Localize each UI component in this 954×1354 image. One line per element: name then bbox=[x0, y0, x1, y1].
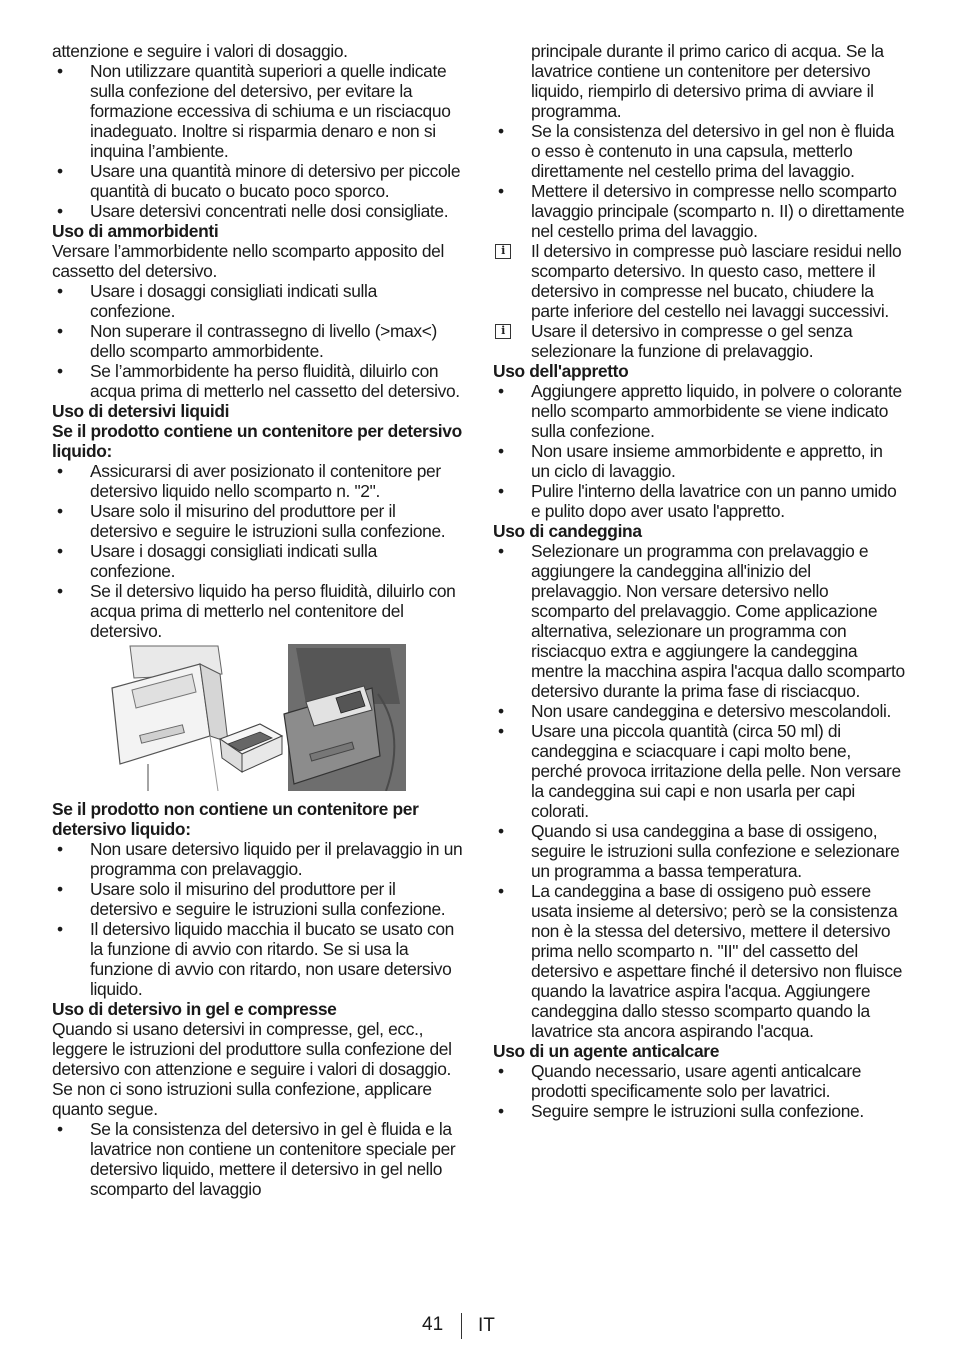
bullet: • bbox=[57, 879, 63, 899]
list-item bbox=[493, 881, 905, 1041]
list-item bbox=[493, 181, 905, 241]
section-subheading: Se il prodotto non contiene un contenitore per detersivo liquido: bbox=[52, 799, 419, 839]
bullet: • bbox=[57, 1119, 63, 1139]
bullet: • bbox=[57, 201, 63, 221]
bullet: • bbox=[57, 461, 63, 481]
list-item bbox=[493, 701, 905, 721]
page-number: 41 bbox=[422, 1314, 444, 1335]
list-item-text: Usare i dosaggi consigliati indicati sulla confezione. bbox=[90, 281, 377, 321]
info-note bbox=[493, 321, 905, 361]
list-item-text: Se la consistenza del detersivo in gel non è fluida o esso è contenuto in una capsula, metterlo direttamente nel cestello prima del lavaggio. bbox=[531, 121, 895, 181]
list-item-text: Seguire sempre le istruzioni sulla confezione. bbox=[531, 1101, 864, 1121]
list-item bbox=[493, 1061, 905, 1101]
list-item bbox=[52, 201, 464, 221]
page-footer bbox=[0, 1313, 954, 1339]
bullet: • bbox=[57, 501, 63, 521]
bullet: • bbox=[57, 281, 63, 301]
list-item-text: Non superare il contrassegno di livello (>max<) dello scomparto ammorbidente. bbox=[90, 321, 437, 361]
list-item bbox=[52, 839, 464, 879]
list-item bbox=[52, 1119, 464, 1199]
list-item bbox=[52, 161, 464, 201]
bullet: • bbox=[57, 541, 63, 561]
list-item-text: Quando si usa candeggina a base di ossigeno, seguire le istruzioni sulla confezione e selezionare un programma a bassa temperatura. bbox=[531, 821, 900, 881]
list-item-text: Non usare detersivo liquido per il prelavaggio in un programma con prelavaggio. bbox=[90, 839, 463, 879]
list-item bbox=[493, 441, 905, 481]
list-item bbox=[493, 821, 905, 881]
bullet: • bbox=[498, 1061, 504, 1081]
bullet: • bbox=[57, 839, 63, 859]
paragraph: principale durante il primo carico di acqua. Se la lavatrice contiene un contenitore per detersivo liquido, riempirlo di detersivo prima di avviare il programma. bbox=[531, 41, 884, 121]
section-subheading: Se il prodotto contiene un contenitore per detersivo liquido: bbox=[52, 421, 462, 461]
bullet: • bbox=[498, 381, 504, 401]
list-item-text: Mettere il detersivo in compresse nello scomparto lavaggio principale (scomparto n. II) o direttamente nel cestello prima del lavaggio. bbox=[531, 181, 905, 241]
detergent-drawer-drawing bbox=[110, 644, 406, 791]
list-item bbox=[493, 381, 905, 441]
list-item bbox=[52, 919, 464, 999]
bullet: • bbox=[498, 701, 504, 721]
bullet: • bbox=[498, 1101, 504, 1121]
list-item bbox=[493, 721, 905, 821]
list-item bbox=[52, 461, 464, 501]
paragraph: Versare l’ammorbidente nello scomparto apposito del cassetto del detersivo. bbox=[52, 241, 445, 281]
section-heading: Uso dell'appretto bbox=[493, 361, 629, 381]
list-item bbox=[493, 481, 905, 521]
list-item-text: Il detersivo liquido macchia il bucato se usato con la funzione di avvio con ritardo. Se si usa la funzione di avvio con ritardo, non usare detersivo liquido. bbox=[90, 919, 454, 999]
list-item-text: Usare solo il misurino del produttore per il detersivo e seguire le istruzioni sulla confezione. bbox=[90, 879, 446, 919]
bullet: • bbox=[498, 541, 504, 561]
info-icon: i bbox=[495, 244, 511, 259]
info-icon: i bbox=[495, 324, 511, 339]
list-item-text: Usare i dosaggi consigliati indicati sulla confezione. bbox=[90, 541, 377, 581]
paragraph: attenzione e seguire i valori di dosaggio. bbox=[52, 41, 348, 61]
list-item bbox=[52, 281, 464, 321]
bullet: • bbox=[498, 881, 504, 901]
bullet: • bbox=[57, 321, 63, 341]
list-item-text: Quando necessario, usare agenti anticalcare prodotti specificamente solo per lavatrici. bbox=[531, 1061, 862, 1101]
list-item-text: Pulire l'interno della lavatrice con un panno umido e pulito dopo aver usato l'appretto. bbox=[531, 481, 897, 521]
bullet: • bbox=[57, 161, 63, 181]
list-item-text: Usare detersivi concentrati nelle dosi consigliate. bbox=[90, 201, 449, 221]
paragraph: Quando si usano detersivi in compresse, gel, ecc., leggere le istruzioni del produttore sulla confezione del detersivo con attenzione e seguire i valori di dosaggio. Se non ci sono istruzioni sulla confezione, applicare quanto segue. bbox=[52, 1019, 452, 1119]
bullet: • bbox=[498, 721, 504, 741]
bullet: • bbox=[57, 919, 63, 939]
list-item bbox=[52, 61, 464, 161]
list-item-text: Se il detersivo liquido ha perso fluidità, diluirlo con acqua prima di metterlo nel contenitore del detersivo. bbox=[90, 581, 456, 641]
info-note-text: Il detersivo in compresse può lasciare residui nello scomparto detersivo. In questo caso, mettere il detersivo in compresse nel bucato, chiudere la parte inferiore del cestello nei lavaggi successivi. bbox=[531, 241, 902, 321]
list-item-text: Se l’ammorbidente ha perso fluidità, diluirlo con acqua prima di metterlo nel cassetto del detersivo. bbox=[90, 361, 460, 401]
language-code: IT bbox=[478, 1315, 495, 1336]
bullet: • bbox=[498, 121, 504, 141]
list-item bbox=[52, 321, 464, 361]
list-item-text: Assicurarsi di aver posizionato il contenitore per detersivo liquido nello scomparto n. "2". bbox=[90, 461, 441, 501]
section-heading: Uso di detersivo in gel e compresse bbox=[52, 999, 337, 1019]
detergent-drawer-illustration bbox=[52, 644, 464, 791]
section-heading: Uso di candeggina bbox=[493, 521, 642, 541]
list-item-text: Non usare candeggina e detersivo mescolandoli. bbox=[531, 701, 891, 721]
info-note bbox=[493, 241, 905, 321]
section-heading: Uso di detersivi liquidi bbox=[52, 401, 230, 421]
list-item-text: Aggiungere appretto liquido, in polvere o colorante nello scomparto ammorbidente se viene indicato sulla confezione. bbox=[531, 381, 902, 441]
bullet: • bbox=[498, 441, 504, 461]
list-item-text: Usare solo il misurino del produttore per il detersivo e seguire le istruzioni sulla confezione. bbox=[90, 501, 446, 541]
bullet: • bbox=[57, 361, 63, 381]
list-item-text: Se la consistenza del detersivo in gel è fluida e la lavatrice non contiene un contenitore speciale per detersivo liquido, mettere il detersivo in gel nello scomparto del lavaggio bbox=[90, 1119, 456, 1199]
list-item bbox=[52, 581, 464, 641]
list-item bbox=[52, 879, 464, 919]
list-item-text: Non utilizzare quantità superiori a quelle indicate sulla confezione del detersivo, per evitare la formazione eccessiva di schiuma e un risciacquo inadeguato. Inoltre si risparmia denaro e non si inquina l’ambiente. bbox=[90, 61, 451, 161]
bullet: • bbox=[498, 821, 504, 841]
bullet: • bbox=[498, 181, 504, 201]
left-column bbox=[52, 41, 464, 1199]
list-item bbox=[52, 361, 464, 401]
list-item bbox=[493, 1101, 905, 1121]
info-note-text: Usare il detersivo in compresse o gel senza selezionare la funzione di prelavaggio. bbox=[531, 321, 853, 361]
list-item-text: Selezionare un programma con prelavaggio e aggiungere la candeggina all'inizio del prelavaggio. Non versare detersivo nello scomparto del prelavaggio. Come applicazione alternativa, selezionare un programma con risciacquo extra e aggiungere la candeggina mentre la macchina aspira l'acqua dallo scomparto detersivo durante la prima fase di risciacquo. bbox=[531, 541, 905, 701]
bullet: • bbox=[57, 61, 63, 81]
list-item-text: Usare una quantità minore di detersivo per piccole quantità di bucato o bucato poco sporco. bbox=[90, 161, 461, 201]
list-item bbox=[493, 541, 905, 701]
bullet: • bbox=[57, 581, 63, 601]
list-item bbox=[52, 501, 464, 541]
list-item-text: Non usare insieme ammorbidente e appretto, in un ciclo di lavaggio. bbox=[531, 441, 883, 481]
bullet: • bbox=[498, 481, 504, 501]
footer-divider bbox=[461, 1313, 462, 1339]
list-item-text: La candeggina a base di ossigeno può essere usata insieme al detersivo; però se la consistenza non è la stessa del detersivo, mettere il detersivo prima nello scomparto n. "II" del cassetto del detersivo e aspettare finché il detersivo non fluisce quando la lavatrice aspira l'acqua. Aggiungere candeggina dallo stesso scomparto quando la lavatrice sta ancora aspirando l'acqua. bbox=[531, 881, 903, 1041]
list-item bbox=[493, 121, 905, 181]
section-heading: Uso di ammorbidenti bbox=[52, 221, 219, 241]
right-column bbox=[493, 41, 905, 1121]
list-item-text: Usare una piccola quantità (circa 50 ml) di candeggina e sciacquare i capi molto bene, perché provoca irritazione della pelle. Non versare la candeggina sui capi e non usarla per capi colorati. bbox=[531, 721, 901, 821]
list-item bbox=[52, 541, 464, 581]
section-heading: Uso di un agente anticalcare bbox=[493, 1041, 720, 1061]
